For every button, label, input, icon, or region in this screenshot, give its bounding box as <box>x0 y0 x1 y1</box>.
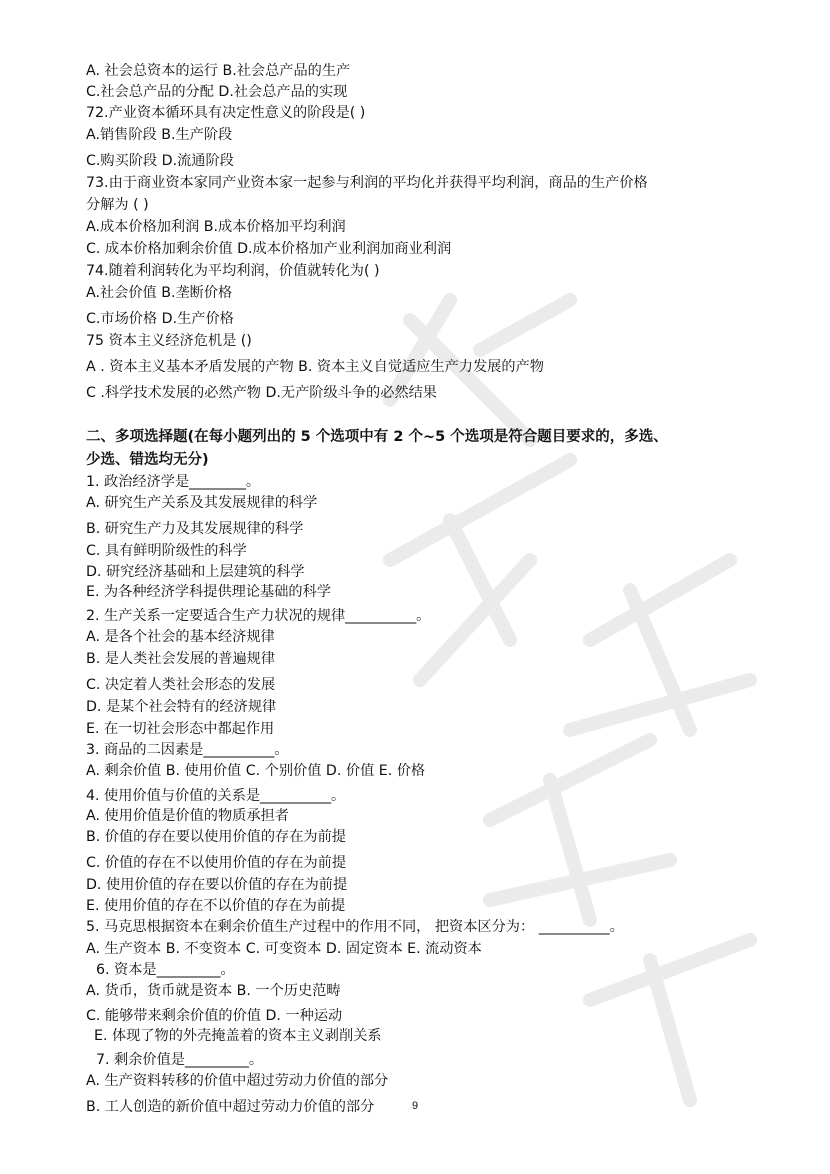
q72-option-ab: A.销售阶段 B.生产阶段 <box>86 127 233 143</box>
page-number: 9 <box>411 1100 419 1112</box>
q4-option-d: D. 使用价值的存在要以价值的存在为前提 <box>86 877 348 893</box>
q6-stem: 6. 资本是_________。 <box>96 962 235 978</box>
q75-option-cd: C .科学技术发展的必然产物 D.无产阶级斗争的必然结果 <box>86 385 437 401</box>
q73-stem-line2: 分解为 ( ) <box>86 197 149 213</box>
q1-option-c: C. 具有鲜明阶级性的科学 <box>86 543 247 559</box>
document-body <box>86 60 766 1118</box>
q7-stem: 7. 剩余价值是_________。 <box>96 1052 264 1068</box>
q74-stem: 74.随着利润转化为平均利润，价值就转化为( ) <box>86 263 380 279</box>
q3-options: A. 剩余价值 B. 使用价值 C. 个别价值 D. 价值 E. 价格 <box>86 763 426 779</box>
q71-option-cd: C.社会总产品的分配 D.社会总产品的实现 <box>86 84 348 100</box>
q6-option-e: E. 体现了物的外壳掩盖着的资本主义剥削关系 <box>94 1028 382 1044</box>
q1-option-d: D. 研究经济基础和上层建筑的科学 <box>86 564 305 580</box>
q74-option-ab: A.社会价值 B.垄断价格 <box>86 285 233 301</box>
q2-option-d: D. 是某个社会特有的经济规律 <box>86 699 277 715</box>
q73-option-ab: A.成本价格加利润 B.成本价格加平均利润 <box>86 219 346 235</box>
q4-option-b: B. 价值的存在要以使用价值的存在为前提 <box>86 829 346 845</box>
q1-option-a: A. 研究生产关系及其发展规律的科学 <box>86 495 318 511</box>
q75-stem: 75 资本主义经济危机是 () <box>86 333 252 349</box>
q6-option-cd: C. 能够带来剩余价值的价值 D. 一种运动 <box>86 1008 343 1024</box>
q2-option-b: B. 是人类社会发展的普遍规律 <box>86 651 276 667</box>
q73-option-cd: C. 成本价格加剩余价值 D.成本价格加产业利润加商业利润 <box>86 241 452 257</box>
q74-option-cd: C.市场价格 D.生产价格 <box>86 311 234 327</box>
section-title-cont: 少选、错选均无分) <box>86 452 209 468</box>
q4-option-e: E. 使用价值的存在不以价值的存在为前提 <box>86 898 346 914</box>
section-title: 二、多项选择题(在每小题列出的 5 个选项中有 2 个~5 个选项是符合题目要求的，多选、 <box>86 429 668 445</box>
q72-stem: 72.产业资本循环具有决定性意义的阶段是( ) <box>86 105 366 121</box>
q2-option-e: E. 在一切社会形态中都起作用 <box>86 721 275 737</box>
q72-option-cd: C.购买阶段 D.流通阶段 <box>86 153 234 169</box>
q71-option-ab: A. 社会总资本的运行 B.社会总产品的生产 <box>86 63 351 79</box>
q5-options: A. 生产资本 B. 不变资本 C. 可变资本 D. 固定资本 E. 流动资本 <box>86 941 482 957</box>
q4-stem: 4. 使用价值与价值的关系是__________。 <box>86 788 346 804</box>
q7-option-a: A. 生产资料转移的价值中超过劳动力价值的部分 <box>86 1073 389 1089</box>
q1-stem: 1. 政治经济学是________。 <box>86 474 261 490</box>
q2-option-c: C. 决定着人类社会形态的发展 <box>86 677 276 693</box>
q5-stem: 5. 马克思根据资本在剩余价值生产过程中的作用不同， 把资本区分为： __________。 <box>86 919 624 935</box>
q1-option-e: E. 为各种经济学科提供理论基础的科学 <box>86 584 331 600</box>
q7-option-b: B. 工人创造的新价值中超过劳动力价值的部分 <box>86 1099 375 1115</box>
q73-stem-line1: 73.由于商业资本家同产业资本家一起参与利润的平均化并获得平均利润，商品的生产价格 <box>86 175 648 191</box>
q2-option-a: A. 是各个社会的基本经济规律 <box>86 629 275 645</box>
q2-stem: 2. 生产关系一定要适合生产力状况的规律__________。 <box>86 608 431 624</box>
q3-stem: 3. 商品的二因素是__________。 <box>86 742 289 758</box>
q75-option-ab: A . 资本主义基本矛盾发展的产物 B. 资本主义自觉适应生产力发展的产物 <box>86 359 544 375</box>
q6-option-ab: A. 货币，货币就是资本 B. 一个历史范畴 <box>86 983 341 999</box>
q4-option-c: C. 价值的存在不以使用价值的存在为前提 <box>86 855 347 871</box>
q4-option-a: A. 使用价值是价值的物质承担者 <box>86 808 289 824</box>
q1-option-b: B. 研究生产力及其发展规律的科学 <box>86 521 304 537</box>
